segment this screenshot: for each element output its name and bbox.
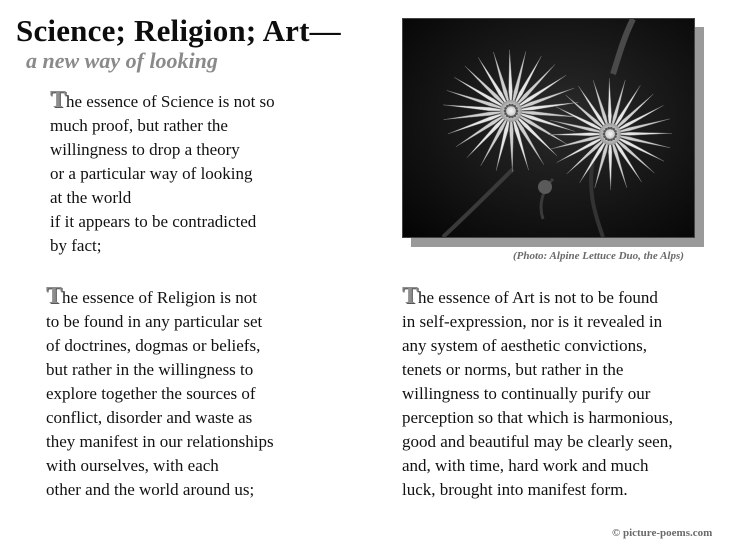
stamen (607, 139, 610, 142)
stamen (508, 116, 511, 119)
copyright-notice: © picture-poems.com (612, 527, 713, 539)
religion-line: they manifest in our relationships (46, 432, 274, 451)
stamen (603, 130, 606, 133)
stamen (605, 128, 608, 131)
stamen (615, 133, 618, 136)
stamen (612, 128, 615, 131)
religion-line: but rather in the willingness to (46, 360, 254, 379)
stamen (513, 105, 516, 108)
religion-line: conflict, disorder and waste as (46, 408, 253, 427)
art-line: any system of aesthetic convictions, (402, 336, 648, 355)
art-first-line (402, 283, 673, 310)
science-line: willingness to drop a theory (50, 140, 240, 159)
stamen (614, 130, 617, 133)
science-paragraph (50, 87, 275, 258)
religion-paragraph (46, 283, 274, 502)
stamen (511, 104, 514, 107)
stamen (607, 127, 610, 130)
science-line: at the world (50, 188, 132, 207)
science-first-line (50, 87, 275, 114)
flower-center (599, 123, 621, 145)
art-line: and, with time, hard work and much (402, 456, 649, 475)
flower-photo (402, 18, 695, 238)
stamen (516, 110, 519, 113)
drop-cap: T (402, 283, 419, 309)
stamen (603, 135, 606, 138)
stamen (513, 114, 516, 117)
flower-center (500, 100, 522, 122)
stamen (506, 105, 509, 108)
drop-cap: T (50, 87, 67, 113)
stamen (612, 137, 615, 140)
science-line: much proof, but rather the (50, 116, 228, 135)
flower-image (403, 19, 694, 237)
science-line: or a particular way of looking (50, 164, 253, 183)
religion-line: of doctrines, dogmas or beliefs, (46, 336, 261, 355)
stamen (506, 114, 509, 117)
religion-first-line (46, 283, 274, 310)
religion-line: explore together the sources of (46, 384, 256, 403)
stamen (511, 116, 514, 119)
stamen (605, 137, 608, 140)
stamen (515, 107, 518, 110)
drop-cap: T (46, 283, 63, 309)
art-line: willingness to continually purify our (402, 384, 651, 403)
stamen (504, 107, 507, 110)
religion-line: to be found in any particular set (46, 312, 263, 331)
page-title: Science; Religion; Art— (16, 13, 341, 48)
art-paragraph (402, 283, 674, 502)
stamen (504, 110, 507, 113)
religion-line: with ourselves, with each (46, 456, 219, 475)
science-first-text: he essence of Science is not so (66, 92, 275, 111)
religion-line: other and the world around us; (46, 480, 255, 499)
art-line: tenets or norms, but rather in the (402, 360, 624, 379)
stamen (504, 112, 507, 115)
page-subtitle: a new way of looking (26, 48, 218, 73)
religion-first-text: he essence of Religion is not (62, 288, 258, 307)
stamen (614, 135, 617, 138)
art-first-text: he essence of Art is not to be found (418, 288, 658, 307)
photo-caption: (Photo: Alpine Lettuce Duo, the Alps) (513, 250, 684, 262)
art-line: luck, brought into manifest form. (402, 480, 628, 499)
stamen (508, 104, 511, 107)
art-line: good and beautiful may be clearly seen, (402, 432, 673, 451)
art-line: in self-expression, nor is it revealed in (402, 312, 663, 331)
stamen (610, 139, 613, 142)
stamen (515, 112, 518, 115)
art-line: perception so that which is harmonious, (402, 408, 674, 427)
stamen (610, 127, 613, 130)
science-line: by fact; (50, 236, 102, 255)
science-line: if it appears to be contradicted (50, 212, 257, 231)
stamen (603, 133, 606, 136)
